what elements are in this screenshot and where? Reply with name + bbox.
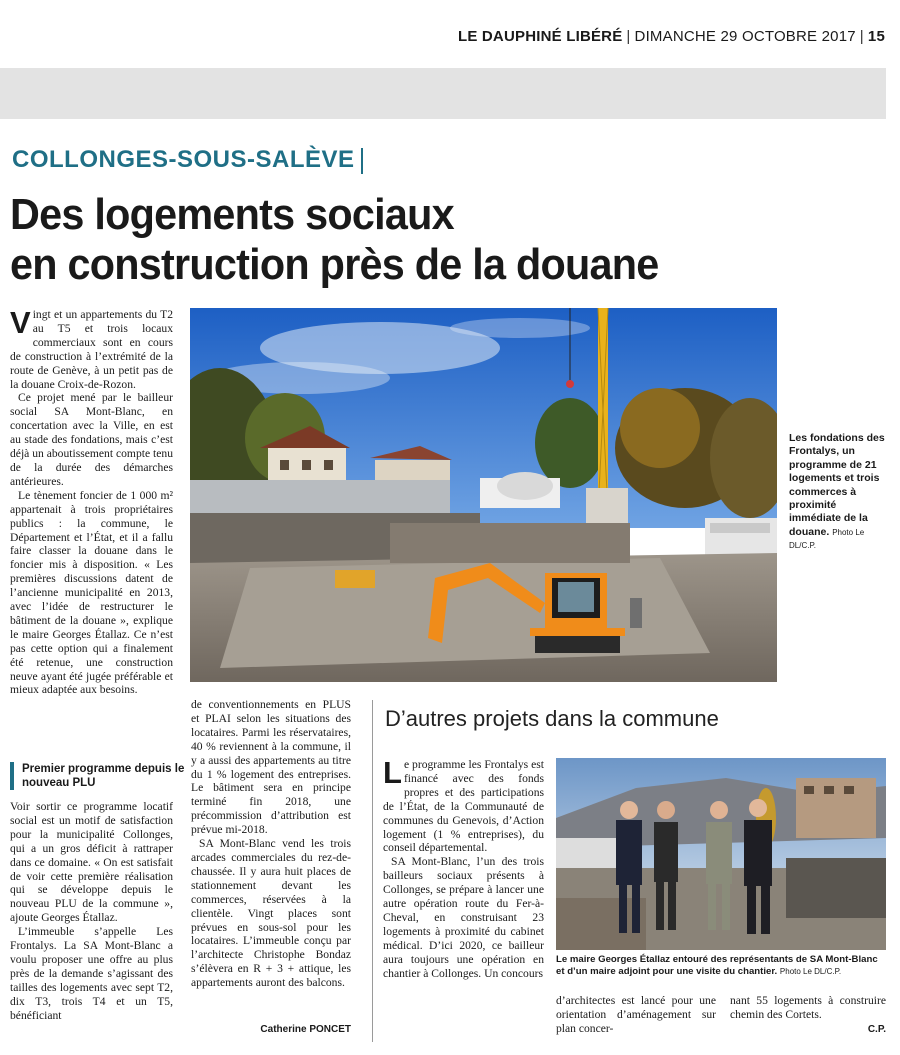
photo-caption xyxy=(789,432,887,553)
page-title xyxy=(10,190,837,290)
caption-text: Les fondations des Frontalys, un programme de 21 logements et trois commerces à proximité immédiate de la douane. xyxy=(789,432,885,538)
kicker-text: COLLONGES-SOUS-SALÈVE xyxy=(12,146,355,173)
page-number: 15 xyxy=(867,28,885,45)
paragraph: Le tènement foncier de 1 000 m² appartenait à trois propriétaires publics : la commune, le Département et l’État, et il a fallu faire classer la douane dans le foncier mis à disposition. « Les premières discussions datent de l’ancienne municipalité en 2013, avec l’idée de restructurer le bâtiment de la douane », explique le maire Georges Étallaz. Ce n’est pas cette option qui a finalement été retenue, une construction neuve ayant été jugée préférable et mieux adaptée aux besoins. xyxy=(10,488,173,697)
paragraph: SA Mont-Blanc, l’un des trois bailleurs sociaux présents à Collonges, se prépare à lancer une autre opération route du Fer-à-Cheval, en construisant 23 logements à proximité du cabinet médical. D’ici 2020, ce bailleur aura toujours une opération en chantier à Collonges. Un concours xyxy=(383,855,544,980)
paragraph: Voir sortir ce programme locatif social est un motif de satisfaction pour la municipalité Collonges, qui a un gros déficit à rattraper dans ce domaine. « On est satisfait de voir cette première réalisation qui se développe depuis le nouveau PLU de la commune », ajoute Georges Étallaz. xyxy=(10,800,173,925)
paragraph: de conventionnements en PLUS et PLAI selon les situations des locataires. Parmi les réservataires, 40 % reviennent à la commune, il y a aussi des appartements au titre du 1 % logement des entreprises. Le bâtiment sera en principe terminé fin 2018, une précommission d’attribution est prévue mi-2018. xyxy=(191,698,351,837)
photo-credit: Photo Le DL/C.P. xyxy=(779,967,842,977)
kicker xyxy=(12,146,363,174)
construction-site-photo xyxy=(190,308,777,682)
officials-visit-photo xyxy=(556,758,886,950)
publication-name: LE DAUPHINÉ LIBÉRÉ xyxy=(457,28,623,45)
box-column-2 xyxy=(556,994,716,1036)
paragraph: SA Mont-Blanc vend les trois arcades commerciales du rez-de-chaussée. Il y aura huit places de stationnement devant les commerces, réservées à la clientèle. Vingt places sont prévues en sous-sol pour les locataires. L’immeuble conçu par l’architecte Christophe Bondaz s’élèvera en R + 3 + attique, les appartements auront des balcons. xyxy=(191,837,351,990)
masthead: LE DAUPHINÉ LIBÉRÉ | DIMANCHE 29 OCTOBRE 2017 | 15 xyxy=(457,28,885,45)
caption-text: Le maire Georges Étallaz entouré des représentants de SA Mont-Blanc et d’un maire adjoint pour une visite du chantier. xyxy=(556,954,878,978)
headline-line-1: Des logements sociaux xyxy=(10,190,454,239)
paragraph: L’immeuble s’appelle Les Frontalys. La SA Mont-Blanc a voulu proposer une offre au plus près de la demande s’agissant des tailles des logements avec sept T2, dix T3, trois T4 et un T5, bénéficiant xyxy=(10,925,173,1022)
photo-caption xyxy=(556,954,888,978)
article-column-1 xyxy=(10,305,173,697)
column-divider xyxy=(372,700,373,1042)
paragraph: Le programme les Frontalys est financé avec des fonds propres et des participations de l’État, de la Communauté de communes du Genevois, d’Action logement (1 % entreprises), du conseil départemental. xyxy=(383,755,544,855)
article-column-1b xyxy=(10,800,173,1023)
drop-cap: L xyxy=(383,755,402,790)
article-column-2 xyxy=(191,698,351,990)
drop-cap: V xyxy=(10,305,31,340)
box-column-1 xyxy=(383,755,544,981)
box-column-3 xyxy=(730,994,886,1022)
paragraph: Vingt et un appartements du T2 au T5 et trois locaux commerciaux sont en cours de construction à l’extrémité de la route de Genève, à un petit pas de la douane Croix-de-Rozon. xyxy=(10,305,173,391)
box-title: D’autres projets dans la commune xyxy=(385,706,719,731)
paragraph: nant 55 logements à construire chemin des Cortets. xyxy=(730,994,886,1021)
issue-date: DIMANCHE 29 OCTOBRE 2017 xyxy=(634,28,856,45)
paragraph: Ce projet mené par le bailleur social SA Mont-Blanc, en concertation avec la Ville, en est au stade des fondations, mais c’est déjà un aboutissement compte tenu de la durée des démarches antérieures. xyxy=(10,391,173,488)
photo-credit: Photo Le DL/C.P. xyxy=(789,527,865,551)
paragraph: d’architectes est lancé pour une orientation d’aménagement sur plan concer- xyxy=(556,994,716,1035)
box-signature: C.P. xyxy=(867,1024,886,1035)
headline-line-2: en construction près de la douane xyxy=(10,240,659,289)
subheading: Premier programme depuis le nouveau PLU xyxy=(10,762,185,790)
byline: Catherine PONCET xyxy=(260,1024,351,1035)
header-band xyxy=(0,68,886,119)
